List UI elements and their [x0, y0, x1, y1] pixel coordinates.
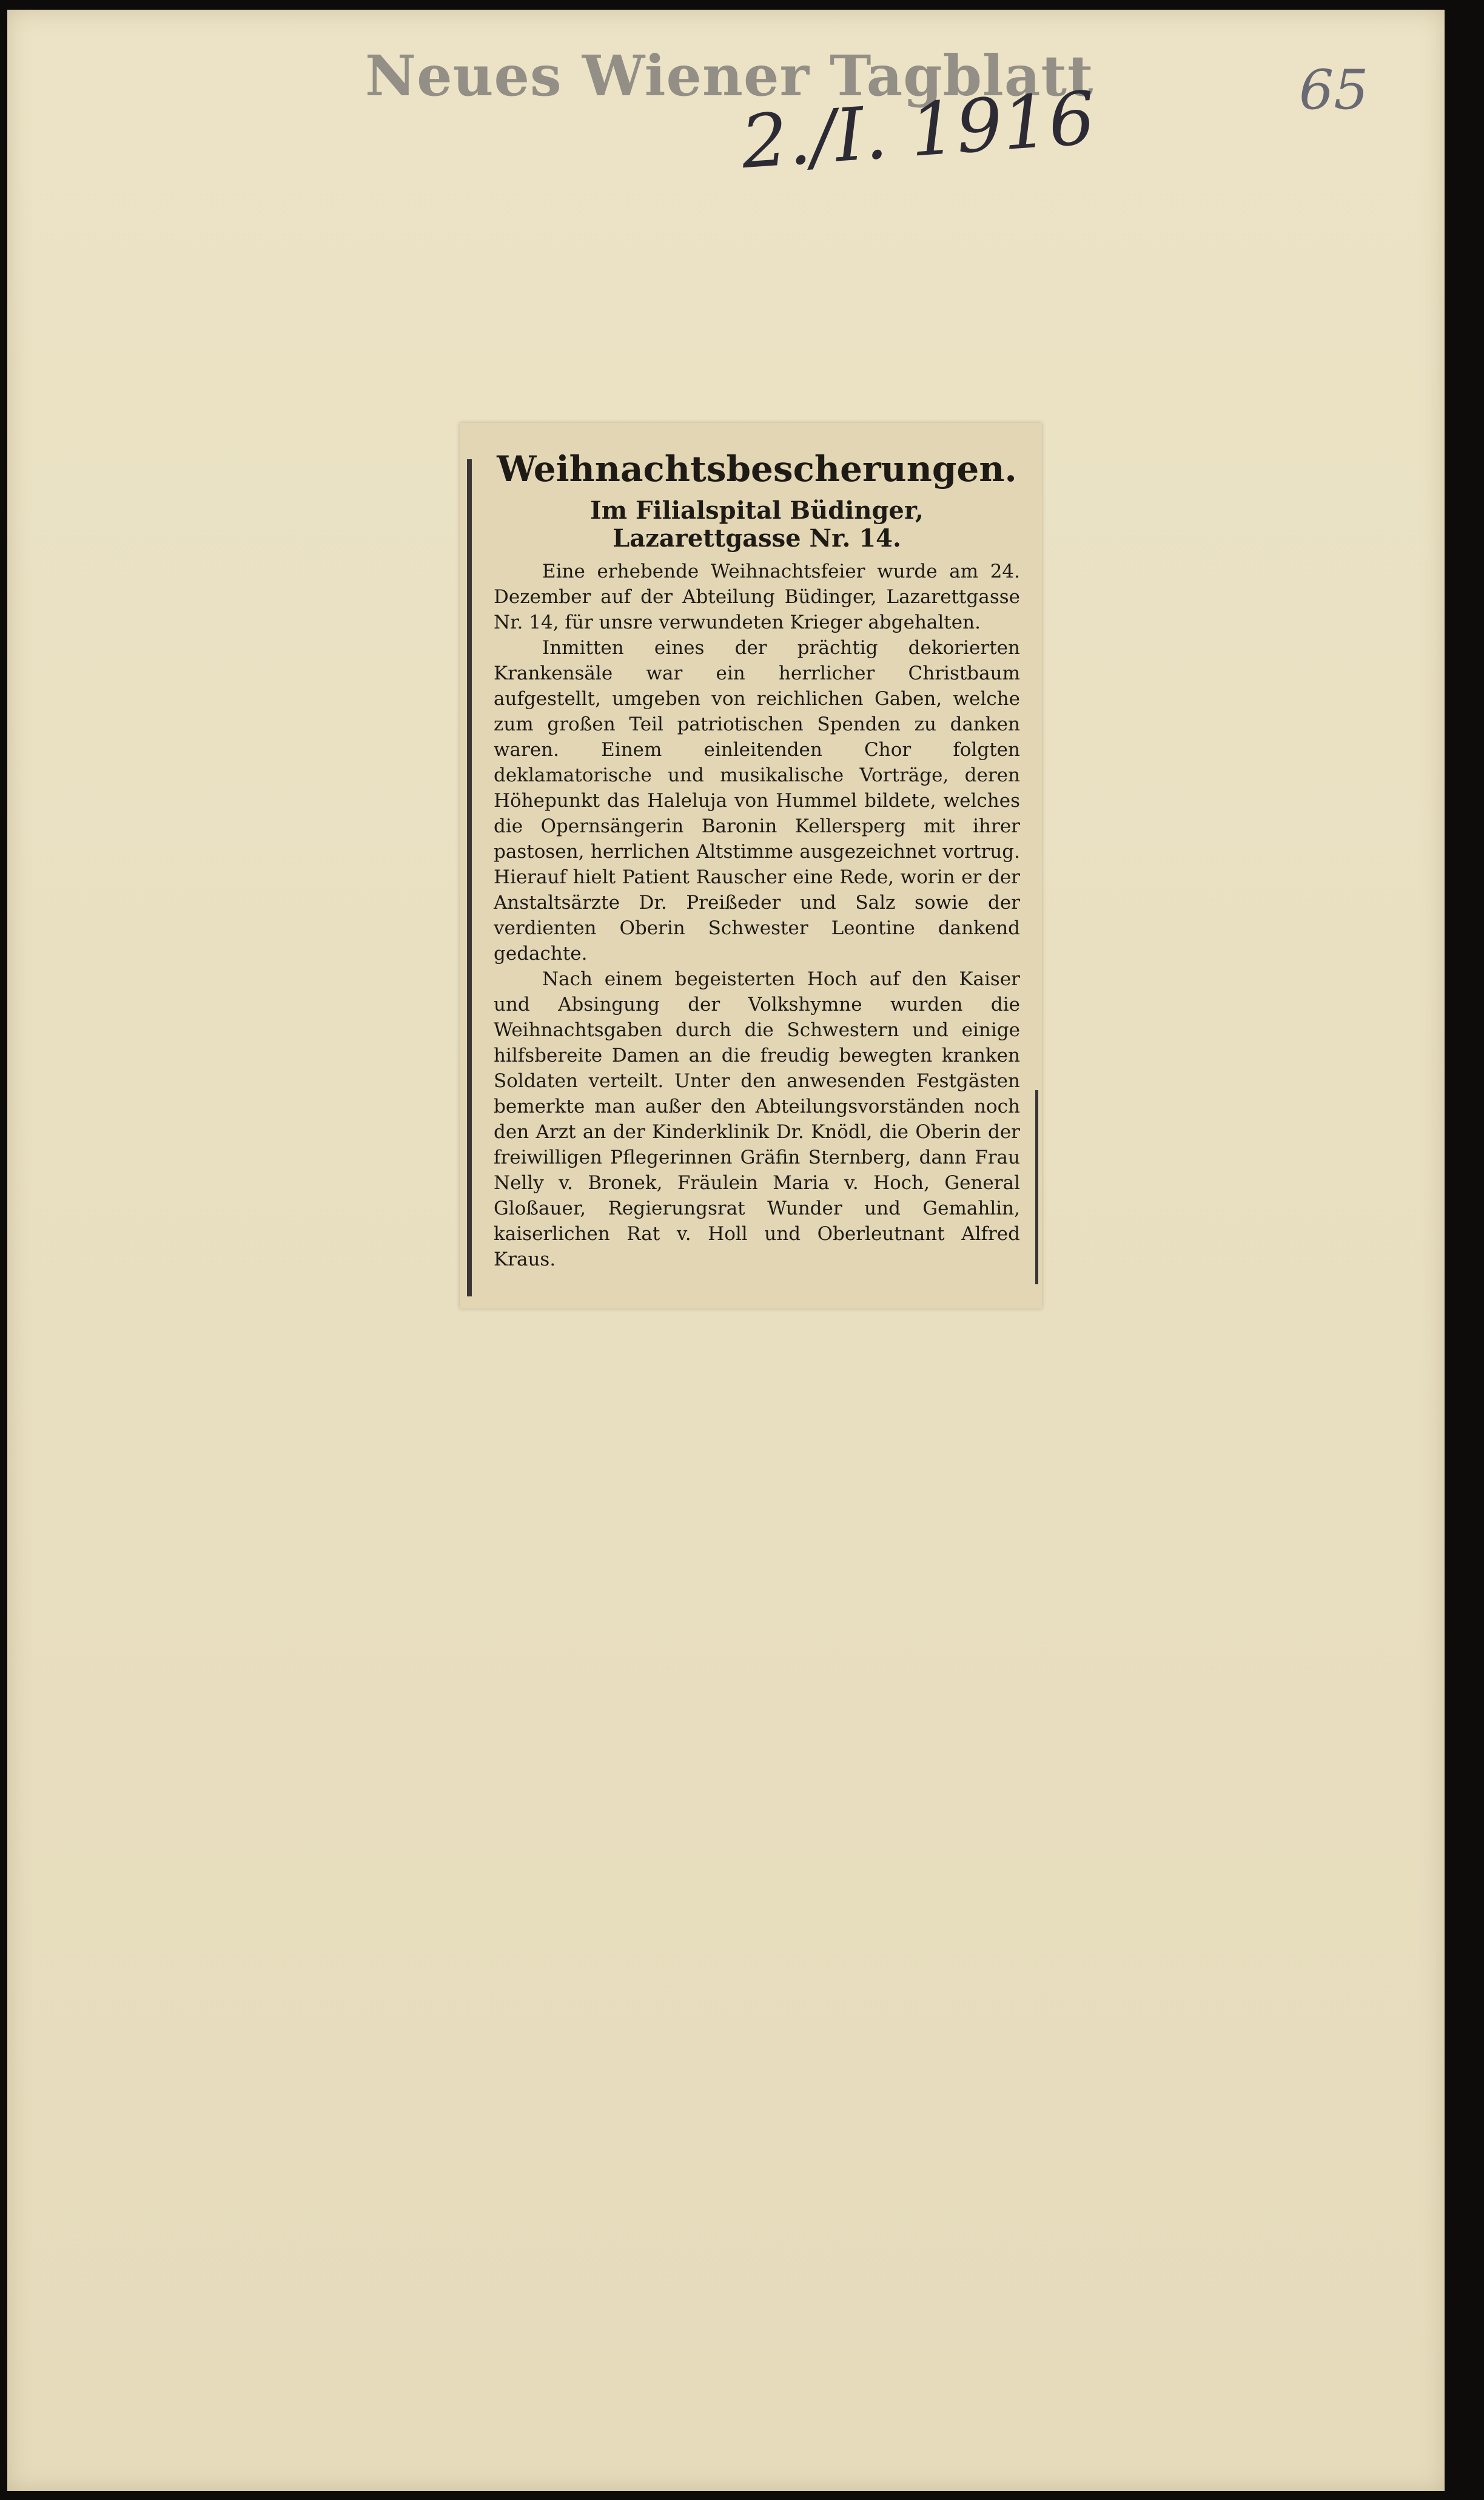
article-paragraph: Nach einem begeisterten Hoch auf den Kaiser und Absingung der Volkshymne wurden die Weihnachtsgaben durch die Schwestern und einige hilfsbereite Damen an die freudig bewegten kranken Soldaten verteilt. Unter den anwesenden Festgästen bemerkte man außer den Abteilungsvorständen noch den Arzt an der Kinderklinik Dr. Knödl, die Oberin der freiwilligen Pflegerinnen Gräfin Sternberg, dann Frau Nelly v. Bronek, Fräulein Maria v. Hoch, General Gloßauer, Regierungsrat Wunder und Gemahlin, kaiserlichen Rat v. Holl und Oberleutnant Alfred Kraus.: [494, 968, 1020, 1270]
article-subheadline: Im Filialspital Büdinger, Lazarettgasse Nr. 14.: [590, 496, 924, 553]
newspaper-clipping: [460, 423, 1042, 1309]
article-paragraph: Eine erhebende Weihnachtsfeier wurde am 24. Dezember auf der Abteilung Büdinger, Lazarettgasse Nr. 14, für unsre verwundeten Krieger abgehalten.: [494, 561, 1020, 633]
clipping-left-rule: [467, 459, 472, 1296]
article-paragraph: Inmitten eines der prächtig dekorierten Krankensäle war ein herrlicher Christbaum aufgestellt, umgeben von reichlichen Gaben, welche zum großen Teil patriotischen Spenden zu danken waren. Einem einleitenden Chor folgten deklamatorische und musikalische Vorträge, deren Höhepunkt das Haleluja von Hummel bildete, welches die Opernsängerin Baronin Kellersperg mit ihrer pastosen, herrlichen Altstimme ausgezeichnet vortrug. Hierauf hielt Patient Rauscher eine Rede, worin er der Anstaltsärzte Dr. Preißeder und Salz sowie der verdienten Oberin Schwester Leontine dankend gedachte.: [494, 637, 1020, 965]
clipping-right-rule: [1035, 1090, 1038, 1284]
article-headline: Weihnachtsbescherungen.: [497, 448, 1017, 490]
handwritten-date: 2./I. 1916: [738, 76, 1098, 186]
article-body: [494, 559, 1020, 1272]
newspaper-stamp: Neues Wiener Tagblatt: [365, 43, 1094, 109]
handwritten-page-number: 65: [1299, 58, 1369, 122]
